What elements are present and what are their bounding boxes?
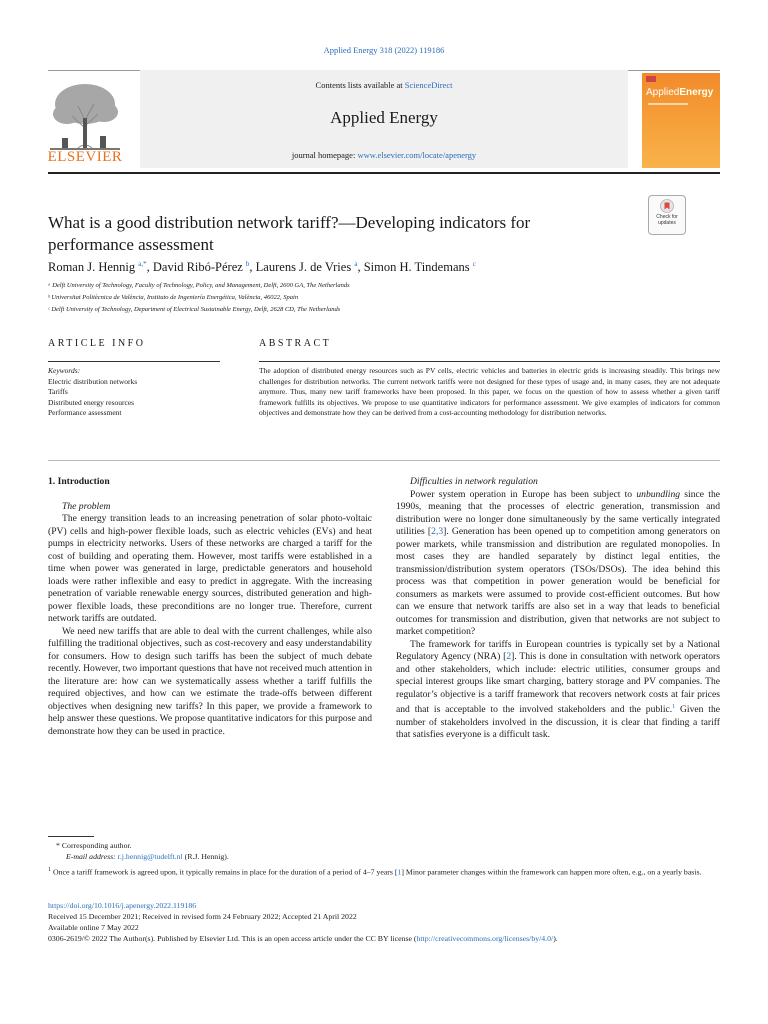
available-online: Available online 7 May 2022 <box>48 923 139 932</box>
footnote-1 <box>48 865 720 878</box>
citation-link[interactable]: 1 <box>397 867 402 877</box>
paragraph: We need new tariffs that are able to deal with the current challenges, while also fulfilling the traditional objectives, such as cost-recovery and easy understandability for consumers. How to design such tariffs has been the subject of much debate recently. However, two important questions that have not received much attention in the literature are: how can we systematically assess whether a tariff fulfills the required objectives, and how can we estimate the trade-offs between different objectives when designing new tariffs? In this paper, we provide a framework to help answer these questions. We propose quantitative indicators for this purpose and demonstrate how they can be used in practice. <box>48 625 372 737</box>
sciencedirect-link[interactable]: ScienceDirect <box>404 80 453 90</box>
email-note <box>56 851 720 862</box>
citation-link[interactable]: 2 <box>506 651 512 662</box>
cover-subtitle-line <box>648 103 688 105</box>
email-link[interactable]: r.j.hennig@tudelft.nl <box>117 852 183 861</box>
abstract-text: The adoption of distributed energy resources such as PV cells, electric vehicles and batteries in electric grids is increasing steadily. This brings new challenges for distribution networks. The current network tariffs were not designed for these types of usage and, in many cases, they are not adequate anymore. Thus, many new tariff frameworks have been proposed. In this paper, we focus on the question of how to assess whether a given tariff framework fulfills its objectives. We propose to use quantitative indicators for performance assessment. We give examples of indicators for common objectives and demonstrate how they can be derived from a cost-accounting methodology for distribution networks. <box>259 366 720 417</box>
author-name[interactable]: Laurens J. de Vries <box>255 260 352 275</box>
paragraph <box>396 489 720 639</box>
author-affiliation-mark[interactable]: c <box>472 260 476 268</box>
keywords-label: Keywords: <box>48 366 81 375</box>
contents-prefix: Contents lists available at <box>315 80 405 90</box>
journal-reference[interactable]: Applied Energy 318 (2022) 119186 <box>323 45 445 55</box>
doi-link[interactable]: https://doi.org/10.1016/j.apenergy.2022.119186 <box>48 901 197 910</box>
article-info-rule <box>48 361 220 362</box>
text-run: Power system operation in Europe has been subject to <box>410 488 637 500</box>
author-name[interactable]: Roman J. Hennig <box>48 260 136 275</box>
article-title-line-1: What is a good distribution network tariff?—Developing indicators for <box>48 213 531 232</box>
check-for-updates-label: Check for updates <box>656 214 678 226</box>
cover-title-b: Energy <box>679 87 714 98</box>
keyword: Electric distribution networks <box>48 376 138 386</box>
publisher-logo-text: ELSEVIER <box>47 149 123 165</box>
bookmark-icon <box>660 199 674 213</box>
abstract-heading: ABSTRACT <box>259 338 332 349</box>
cover-title-a: Applied <box>646 87 680 98</box>
author-affiliation-mark[interactable]: b <box>245 260 250 268</box>
license-line <box>48 933 728 944</box>
footnote-text: ] Minor parameter changes within the framework can happen more often, e.g., on a yearly basis. <box>401 867 702 877</box>
body-left-column <box>48 476 372 738</box>
article-title-line-2: performance assessment <box>48 235 214 254</box>
footnote-mark: 1 <box>48 867 51 873</box>
section-heading-introduction: 1. Introduction <box>48 476 110 487</box>
cover-publisher-mark <box>646 76 656 82</box>
article-title <box>48 212 638 256</box>
paragraph <box>396 639 720 742</box>
license-text: ). <box>553 934 558 943</box>
paragraph: The energy transition leads to an increasing penetration of solar photo-voltaic (PV) cells and high-power flexible loads, such as electric vehicles (EVs) and heat pumps in electricity networks. Users of these networks are charged a tariff for the cost of building and operating them. However, most tariffs were established in a time when power was generated in large, predictable generators and household loads were rather inflexible and easy to predict in aggregate. With the increasing penetration of variable renewable energy sources, distributed generation and high-power flexible loads, these preconditions are no longer true. Therefore, current network tariffs are outdated. <box>48 513 372 624</box>
received-dates: Received 15 December 2021; Received in revised form 24 February 2022; Accepted 21 April 2022 <box>48 912 357 921</box>
author-affiliation-mark[interactable]: a <box>354 260 358 268</box>
corresponding-author-note: * Corresponding author. <box>56 841 132 850</box>
text-run: since the 1990s, meaning that the processes of electric generation, transmission and distribution were no longer done simultaneously by the same vertically integrated utilities [ <box>396 488 720 537</box>
journal-cover-image[interactable] <box>642 73 720 168</box>
abstract-bottom-rule <box>48 460 720 461</box>
affiliation: ᶜ Delft University of Technology, Department of Electrical Sustainable Energy, Delft, 2628 CD, The Netherlands <box>48 306 341 313</box>
homepage-prefix: journal homepage: <box>291 150 358 160</box>
keyword: Tariffs <box>48 387 68 396</box>
abstract-rule <box>259 361 720 362</box>
keywords-block <box>48 366 228 419</box>
text-run: The framework for tariffs in European countries is typically set by a National Regulatory Agency (NRA) [ <box>396 638 720 662</box>
footnote-text: Once a tariff framework is agreed upon, it typically remains in place for the duration of a period of 4–7 years [ <box>51 867 398 877</box>
author-list: Roman J. Hennig $^{a,*}$, David Ribó-Pérez $^b$, Laurens J. de Vries $^a$, Simon H. Tindemans $^c$ <box>48 260 476 275</box>
email-suffix: (R.J. Hennig). <box>182 852 229 861</box>
journal-title: Applied Energy <box>330 108 438 127</box>
license-text: 0306-2619/© 2022 The Author(s). Published by Elsevier Ltd. This is an open access article under the CC BY license ( <box>48 934 417 943</box>
author-affiliation-mark[interactable]: a,* <box>138 260 147 268</box>
publication-info <box>48 900 728 944</box>
header-bottom-rule <box>48 172 720 174</box>
footnote-link[interactable]: 1 <box>672 704 676 710</box>
check-for-updates-button[interactable] <box>648 195 686 235</box>
affiliation: ᵇ Universitat Politècnica de València, Instituto de Ingeniería Energética, València, 46022, Spain <box>48 294 299 301</box>
journal-homepage <box>140 150 628 160</box>
cover-title <box>646 87 718 98</box>
affiliation: ᵃ Delft University of Technology, Faculty of Technology, Policy, and Management, Delft, 2600 GA, The Netherlands <box>48 282 350 289</box>
emphasis-unbundling: unbundling <box>636 488 681 500</box>
email-label: E-mail address: <box>66 852 118 861</box>
license-link[interactable]: http://creativecommons.org/licenses/by/4.0/ <box>416 934 554 943</box>
text-run: ]. This is done in consultation with network operators and other stakeholders, which include: electric utilities, consumer groups and special interest groups like smart charging, battery storage and PV companies. The regulator’s objective is a tariff framework that recovers network costs at fair prices and that is acceptable to the involved stakeholders and the public. <box>396 651 720 716</box>
body-right-column <box>396 476 720 742</box>
keyword: Distributed energy resources <box>48 397 135 407</box>
keyword: Performance assessment <box>48 408 122 417</box>
article-info-heading: ARTICLE INFO <box>48 338 146 349</box>
text-run: ]. Generation has been opened up to competition among generators on power markets, while transmission and distribution are regulated monopolies. In most cases they are handled separately by distinct legal entities, the transmission/distribution system operators (TSOs/DSOs). The idea behind this process was that competition in power generation would be beneficial for consumers as markets were assumed to provide cost-efficient outcomes. But how can we ensure that network tariffs are also set in a way that leads to beneficial outcomes for transmission and distribution, given that networks are not subject to market competition? <box>396 526 721 637</box>
footnotes <box>56 840 720 862</box>
subheading-difficulties: Difficulties in network regulation <box>410 476 538 487</box>
author-name[interactable]: Simon H. Tindemans <box>363 260 470 275</box>
homepage-link[interactable]: www.elsevier.com/locate/apenergy <box>357 150 477 160</box>
contents-available <box>140 80 628 90</box>
author-name[interactable]: David Ribó-Pérez <box>152 260 243 275</box>
footnote-rule <box>48 836 94 837</box>
text-run: Given the number of stakeholders involved in the discussion, it is clear that finding a tariff that satisfies everyone is a difficult task. <box>396 704 720 741</box>
subheading-the-problem: The problem <box>62 500 111 512</box>
citation-link[interactable]: 2,3 <box>431 526 444 537</box>
